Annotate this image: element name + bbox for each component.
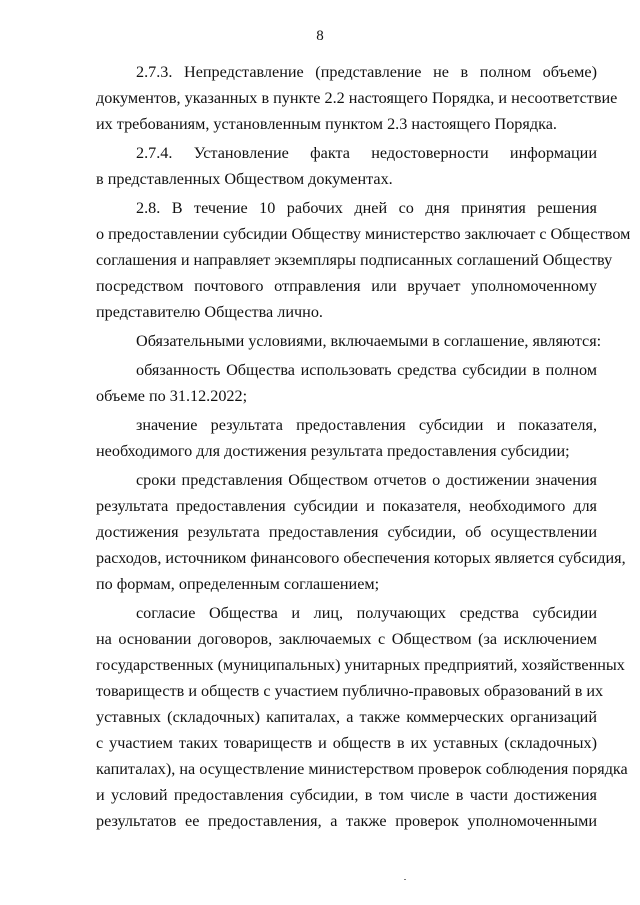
paragraph xyxy=(96,59,618,137)
document-body xyxy=(96,59,631,834)
text-line: сроки представления Обществом отчетов о достижении значения xyxy=(136,471,597,489)
text-line: посредством почтового отправления или вручает уполномоченному xyxy=(96,277,597,295)
text-line: результатов ее предоставления, а также проверок уполномоченными xyxy=(96,812,597,830)
paragraph xyxy=(96,328,602,354)
text-line: 2.7.3. Непредставление (представление не в полном объеме) xyxy=(136,63,597,81)
text-line: документов, указанных в пункте 2.2 настоящего Порядка, и несоответствие xyxy=(96,89,618,107)
text-line: объеме по 31.12.2022; xyxy=(96,387,248,405)
text-line: их требованиям, установленным пунктом 2.3 настоящего Порядка. xyxy=(96,115,557,133)
text-line: о предоставлении субсидии Обществу министерство заключает с Обществом xyxy=(96,225,631,243)
text-line: капиталах), на осуществление министерством проверок соблюдения порядка xyxy=(96,760,628,778)
text-line: необходимого для достижения результата предоставления субсидии; xyxy=(96,442,570,460)
text-line: представителю Общества лично. xyxy=(96,303,323,321)
paragraph xyxy=(96,140,597,192)
text-line: достижения результата предоставления субсидии, об осуществлении xyxy=(96,523,597,541)
paragraph xyxy=(96,412,597,464)
page-number: 8 xyxy=(316,28,324,44)
paragraph xyxy=(96,600,628,834)
text-line: результата предоставления субсидии и показателя, необходимого для xyxy=(96,497,597,515)
text-line: в представленных Обществом документах. xyxy=(96,170,393,188)
text-line: 2.8. В течение 10 рабочих дней со дня принятия решения xyxy=(136,199,597,217)
text-line: соглашения и направляет экземпляры подписанных соглашений Обществу xyxy=(96,251,613,269)
text-line: расходов, источником финансового обеспечения которых является субсидия, xyxy=(96,549,626,567)
text-line: и условий предоставления субсидии, в том числе в части достижения xyxy=(96,786,597,804)
text-line: товариществ и обществ с участием публично-правовых образований в их xyxy=(96,682,604,700)
text-line: на основании договоров, заключаемых с Обществом (за исключением xyxy=(96,630,597,648)
text-line: обязанность Общества использовать средства субсидии в полном xyxy=(136,361,597,379)
text-line: Обязательными условиями, включаемыми в соглашение, являются: xyxy=(136,332,602,350)
text-line: уставных (складочных) капиталах, а также коммерческих организаций xyxy=(96,708,597,726)
text-line: согласие Общества и лиц, получающих средства субсидии xyxy=(136,604,597,622)
text-line: 2.7.4. Установление факта недостоверности информации xyxy=(136,144,597,162)
text-line: по формам, определенным соглашением; xyxy=(96,575,380,593)
text-line: с участием таких товариществ и обществ в их уставных (складочных) xyxy=(96,734,597,752)
paragraph xyxy=(96,195,631,325)
text-line: государственных (муниципальных) унитарных предприятий, хозяйственных xyxy=(96,656,625,674)
paragraph xyxy=(96,467,626,597)
text-line: значение результата предоставления субсидии и показателя, xyxy=(136,416,597,434)
paragraph xyxy=(96,357,597,409)
scan-speck xyxy=(404,879,406,880)
